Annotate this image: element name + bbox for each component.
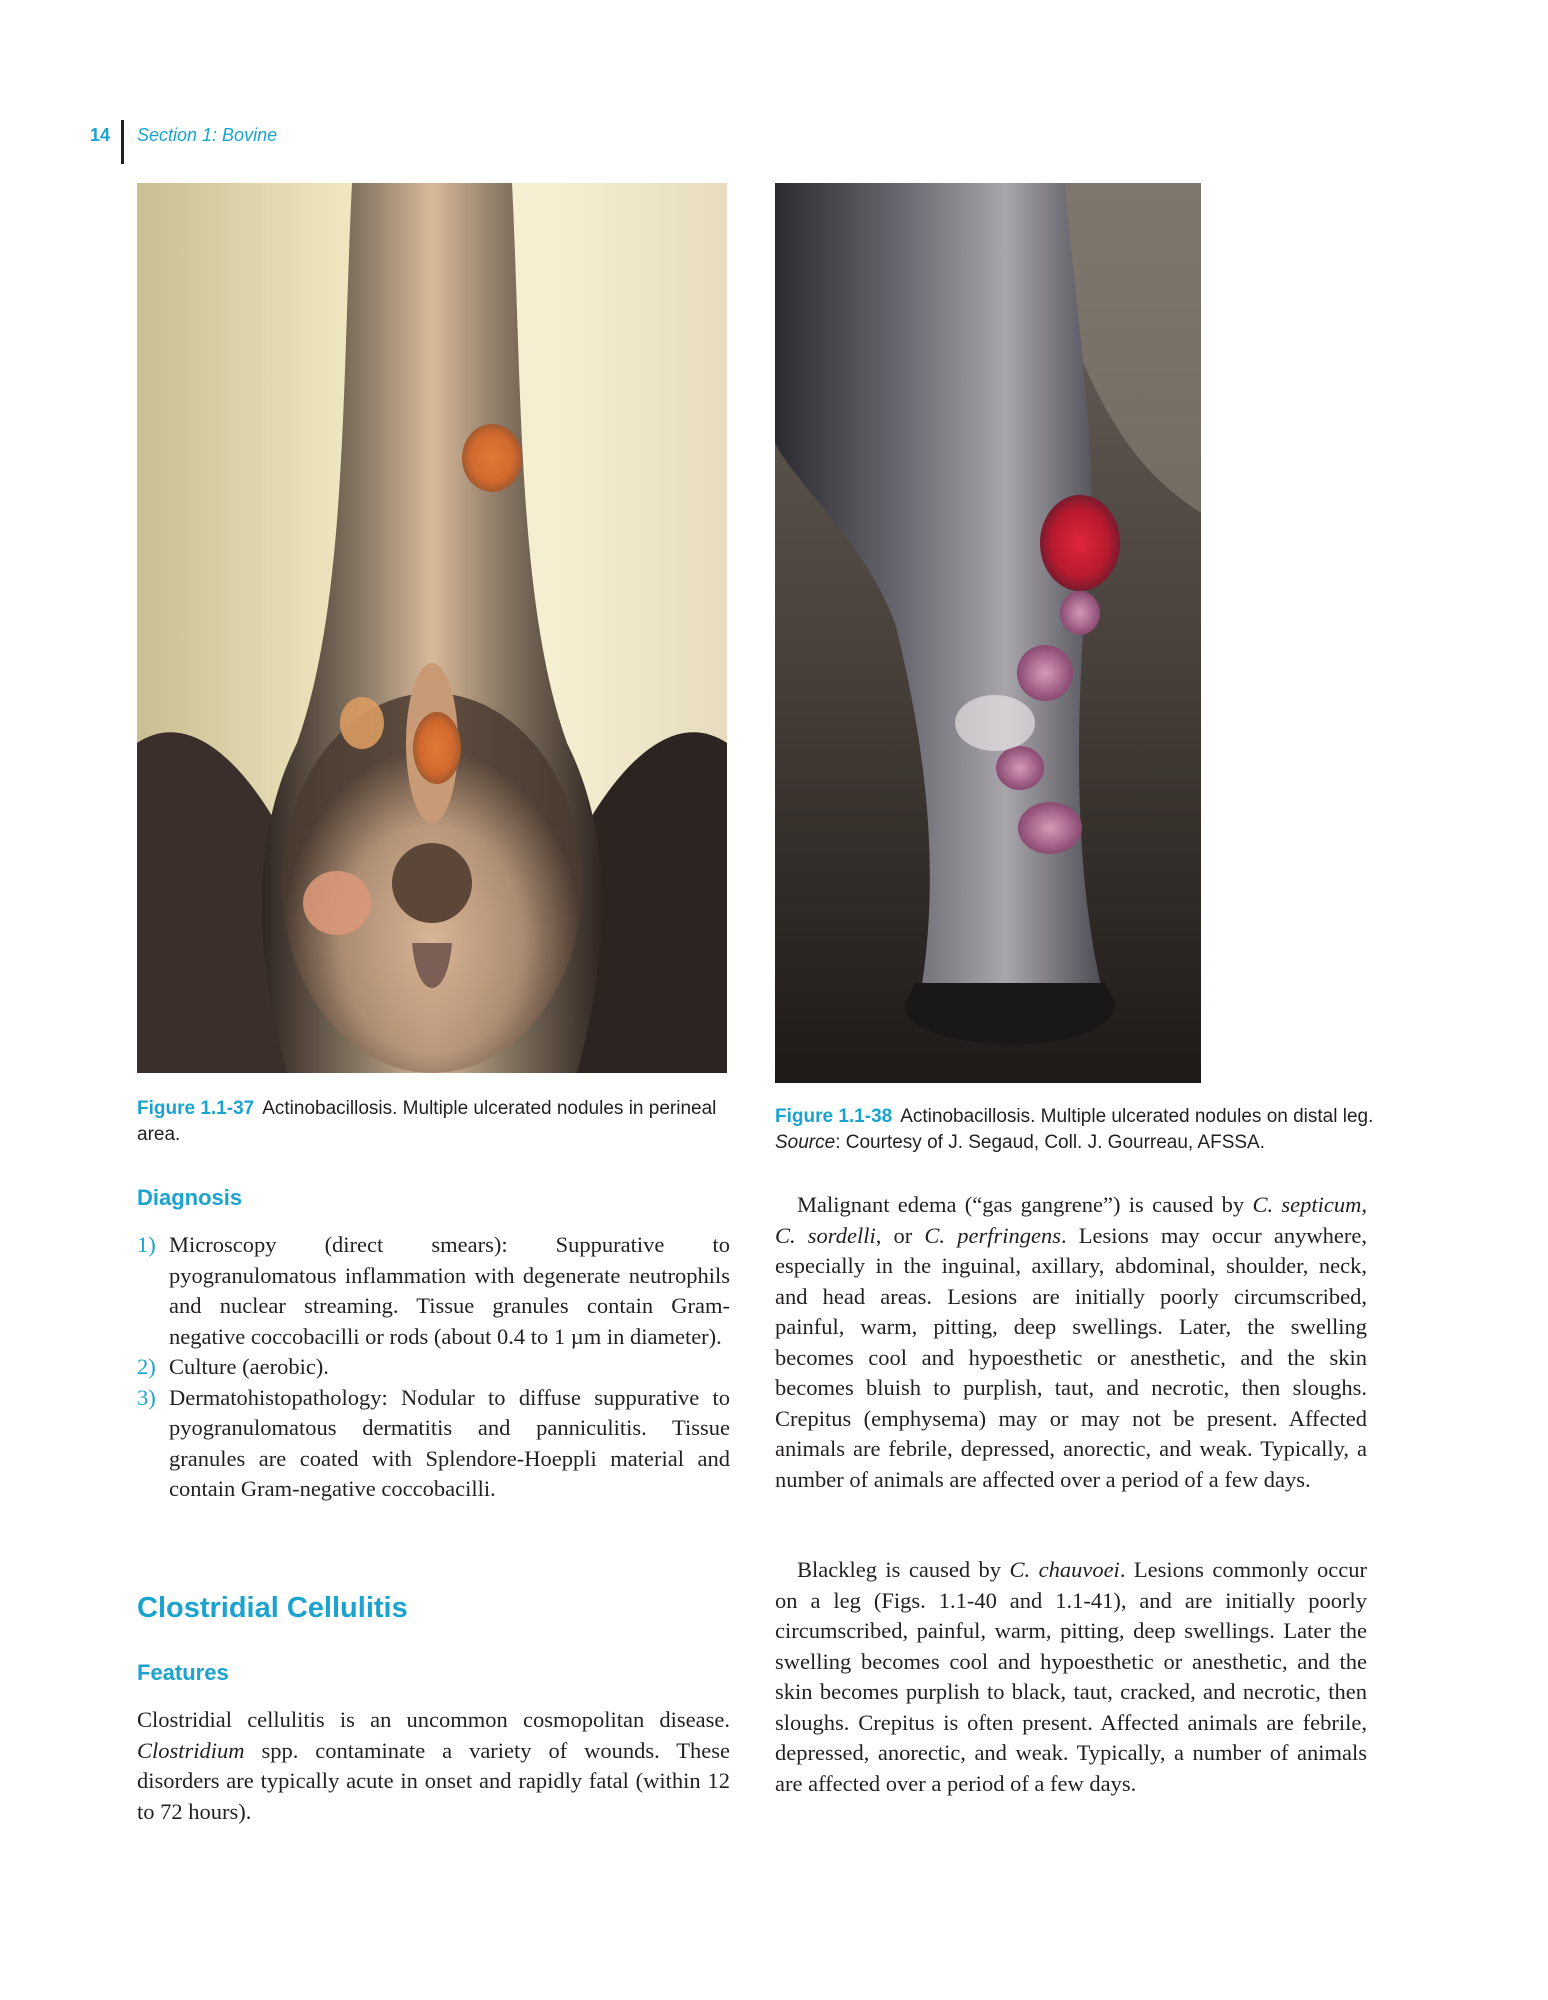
list-number: 1) [137, 1232, 156, 1257]
text-run: Clostridial cellulitis is an uncommon cosmopolitan disease. [137, 1707, 730, 1732]
list-item [137, 1383, 730, 1505]
figure-caption-text: Actinobacillosis. Multiple ulcerated nodules on distal leg. [900, 1106, 1374, 1127]
source-label: Source [775, 1132, 836, 1153]
figure-label: Figure 1.1-37 [137, 1098, 255, 1119]
page-number: 14 [90, 125, 111, 145]
list-text: Culture (aerobic). [169, 1354, 329, 1379]
features-heading: Features [137, 1660, 229, 1685]
list-item [137, 1230, 730, 1352]
species-name: C. septicum [1252, 1192, 1362, 1217]
blackleg-paragraph [775, 1555, 1367, 1799]
figure-perineal-photo [137, 183, 727, 1073]
species-name: C. sordelli [775, 1222, 876, 1248]
text-run: Blackleg is caused by [797, 1557, 1002, 1582]
text-run: spp. contaminate a variety of wounds. These disorders are typically acute in onset and rapidly fatal (within 12 to 72 hours). [137, 1737, 731, 1824]
header-divider [121, 120, 124, 164]
diagnosis-heading: Diagnosis [137, 1185, 243, 1210]
figure-caption [137, 1096, 727, 1148]
list-number: 3) [137, 1384, 156, 1410]
species-name: C. chauvoei [1009, 1557, 1120, 1582]
text-run: , or [875, 1222, 913, 1248]
section-heading: Clostridial Cellulitis [137, 1592, 408, 1624]
text-run: . Lesions commonly occur on a leg (Figs. 1.1-40 and 1.1-41), and are initially poorly circumscribed, painful, warm, pitting, deep swellings. Later the swelling becomes cool and hypoesthetic or anesthetic, and the skin becomes purplish to black, taut, cracked, and necrotic, then sloughs. Crepitus is often present. Affected animals are febrile, depressed, anorectic, and weak. Typically, a number of animals are affected over a period of a few days. [775, 1557, 1367, 1796]
text-run: . Lesions may occur anywhere, especially in the inguinal, axillary, abdominal, shoulder, neck, and head areas. Lesions are initially poorly circumscribed, painful, warm, pitting, deep swellings. Later, the swelling becomes cool and hypoesthetic or anesthetic, and the skin becomes bluish to purplish, taut, and necrotic, then sloughs. Crepitus (emphysema) may or may not be present. Affected animals are febrile, depressed, anorectic, and weak. Typically, a number of animals are affected over a period of a few days. [775, 1222, 1368, 1492]
section-label: Section 1: Bovine [137, 125, 278, 145]
figure-label: Figure 1.1-38 [775, 1106, 893, 1127]
figure-distal-leg-photo [775, 183, 1201, 1083]
list-item [137, 1352, 730, 1383]
source-text: : Courtesy of J. Segaud, Coll. J. Gourreau, AFSSA. [835, 1132, 1266, 1153]
figure-caption-text: Actinobacillosis. Multiple ulcerated nodules in perineal area. [137, 1098, 717, 1145]
text-run: , [1361, 1192, 1367, 1217]
genus-name: Clostridium [137, 1737, 245, 1763]
features-paragraph [137, 1705, 730, 1827]
malignant-edema-paragraph [775, 1190, 1367, 1495]
list-number: 2) [137, 1354, 156, 1379]
diagnosis-list [137, 1230, 730, 1505]
figure-caption [775, 1104, 1395, 1156]
species-name: C. perfringens [924, 1222, 1061, 1248]
list-text: Dermatohistopathology: Nodular to diffuse suppurative to pyogranulomatous dermatitis and panniculitis. Tissue granules are coated with Splendore-Hoeppli material and contain Gram-negative coccobacilli. [169, 1384, 730, 1501]
list-text: Microscopy (direct smears): Suppurative to pyogranulomatous inflammation with degenerate neutrophils and nuclear streaming. Tissue granules contain Gram-negative coccobacilli or rods (about 0.4 to 1 µm in diameter). [169, 1232, 730, 1349]
text-run: Malignant edema (“gas gangrene”) is caused by [797, 1192, 1245, 1217]
